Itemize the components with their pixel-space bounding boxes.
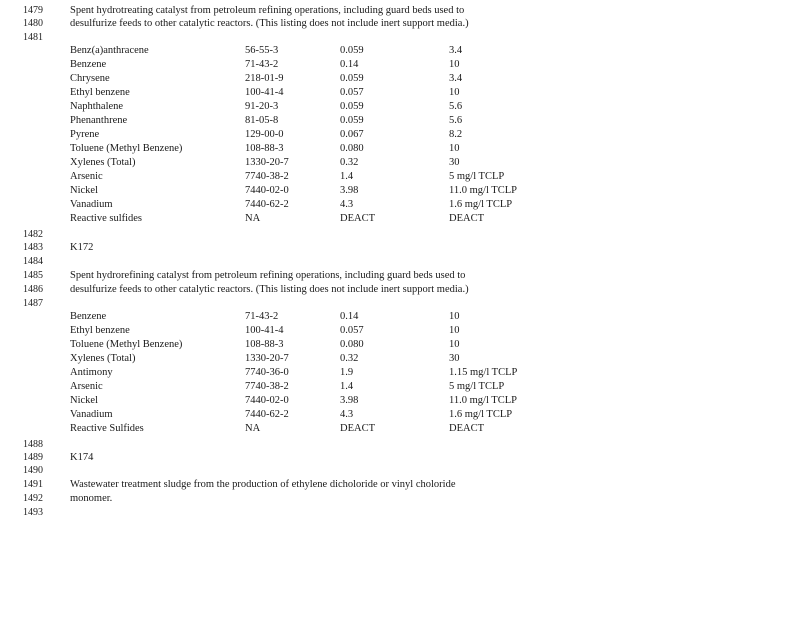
table-row — [0, 324, 800, 338]
cas-number: 71-43-2 — [245, 311, 279, 322]
constituent-name: Reactive sulfides — [70, 213, 143, 224]
nonwastewater-standard: 10 — [449, 59, 460, 70]
line-number: 1479 — [23, 5, 43, 16]
wastewater-standard: 0.14 — [340, 311, 359, 322]
constituent-name: Benzene — [70, 311, 107, 322]
cas-number: 7740-36-0 — [245, 367, 289, 378]
wastewater-standard: 3.98 — [340, 185, 359, 196]
cas-number: 81-05-8 — [245, 115, 279, 126]
constituent-name: Phenanthrene — [70, 115, 128, 126]
line-number: 1486 — [23, 284, 43, 295]
table-row — [0, 128, 800, 142]
constituent-name: Toluene (Methyl Benzene) — [70, 339, 183, 350]
k172-description-line-2: desulfurize feeds to other catalytic reactors. (This listing does not include inert support media.) — [70, 284, 469, 295]
table-row — [0, 212, 800, 226]
constituent-name: Antimony — [70, 367, 113, 378]
wastewater-standard: 0.059 — [340, 101, 364, 112]
constituent-name: Naphthalene — [70, 101, 124, 112]
line-number: 1484 — [23, 256, 43, 267]
wastewater-standard: 0.057 — [340, 87, 364, 98]
constituent-name: Arsenic — [70, 171, 103, 182]
cas-number: NA — [245, 423, 261, 434]
wastewater-standard: DEACT — [340, 213, 375, 224]
cas-number: 1330-20-7 — [245, 157, 289, 168]
nonwastewater-standard: 10 — [449, 143, 460, 154]
line-number: 1489 — [23, 452, 43, 463]
constituent-name: Pyrene — [70, 129, 100, 140]
wastewater-standard: 1.9 — [340, 367, 354, 378]
nonwastewater-standard: 5.6 — [449, 115, 463, 126]
wastewater-standard: 0.080 — [340, 143, 364, 154]
nonwastewater-standard: 10 — [449, 311, 460, 322]
wastewater-standard: 4.3 — [340, 409, 354, 420]
nonwastewater-standard: 11.0 mg/l TCLP — [449, 185, 517, 196]
table-row — [0, 394, 800, 408]
wastewater-standard: 0.32 — [340, 353, 359, 364]
cas-number: 7440-62-2 — [245, 409, 289, 420]
table-row — [0, 170, 800, 184]
nonwastewater-standard: 10 — [449, 339, 460, 350]
nonwastewater-standard: 1.15 mg/l TCLP — [449, 367, 518, 378]
k174-description-line-1: Wastewater treatment sludge from the production of ethylene dicholoride or vinyl choloride — [70, 479, 456, 490]
line-number: 1482 — [23, 229, 43, 240]
cas-number: 7440-02-0 — [245, 185, 289, 196]
nonwastewater-standard: 1.6 mg/l TCLP — [449, 199, 513, 210]
cas-number: 218-01-9 — [245, 73, 284, 84]
table-row — [0, 310, 800, 324]
k171-description-line-2: desulfurize feeds to other catalytic reactors. (This listing does not include inert support media.) — [70, 18, 469, 29]
wastewater-standard: 3.98 — [340, 395, 359, 406]
constituent-name: Nickel — [70, 395, 98, 406]
cas-number: 1330-20-7 — [245, 353, 289, 364]
constituent-name: Toluene (Methyl Benzene) — [70, 143, 183, 154]
table-row — [0, 100, 800, 114]
line-number: 1481 — [23, 32, 43, 43]
nonwastewater-standard: 30 — [449, 353, 460, 364]
line-number: 1488 — [23, 439, 43, 450]
cas-number: 7440-62-2 — [245, 199, 289, 210]
table-row — [0, 338, 800, 352]
line-number: 1483 — [23, 242, 43, 253]
cas-number: 108-88-3 — [245, 339, 284, 350]
nonwastewater-standard: 10 — [449, 325, 460, 336]
line-number: 1491 — [23, 479, 43, 490]
table-row — [0, 184, 800, 198]
table-row — [0, 114, 800, 128]
nonwastewater-standard: 3.4 — [449, 73, 463, 84]
nonwastewater-standard: DEACT — [449, 213, 484, 224]
nonwastewater-standard: 1.6 mg/l TCLP — [449, 409, 513, 420]
cas-number: 108-88-3 — [245, 143, 284, 154]
constituent-name: Benz(a)anthracene — [70, 45, 149, 56]
cas-number: 7440-02-0 — [245, 395, 289, 406]
table-row — [0, 352, 800, 366]
wastewater-standard: 0.057 — [340, 325, 364, 336]
table-row — [0, 142, 800, 156]
nonwastewater-standard: 11.0 mg/l TCLP — [449, 395, 517, 406]
waste-code-heading: K172 — [70, 242, 94, 253]
constituent-name: Nickel — [70, 185, 98, 196]
nonwastewater-standard: 3.4 — [449, 45, 463, 56]
cas-number: 91-20-3 — [245, 101, 279, 112]
wastewater-standard: 4.3 — [340, 199, 354, 210]
table-row — [0, 366, 800, 380]
cas-number: 100-41-4 — [245, 87, 284, 98]
wastewater-standard: 0.080 — [340, 339, 364, 350]
constituent-name: Ethyl benzene — [70, 325, 130, 336]
cas-number: 129-00-0 — [245, 129, 284, 140]
constituent-name: Xylenes (Total) — [70, 353, 136, 364]
wastewater-standard: 0.059 — [340, 115, 364, 126]
cas-number: 71-43-2 — [245, 59, 279, 70]
wastewater-standard: 0.059 — [340, 73, 364, 84]
cas-number: 7740-38-2 — [245, 381, 289, 392]
constituent-name: Arsenic — [70, 381, 103, 392]
table-row — [0, 86, 800, 100]
constituent-name: Chrysene — [70, 73, 110, 84]
table-row — [0, 44, 800, 58]
nonwastewater-standard: 5.6 — [449, 101, 463, 112]
constituent-name: Reactive Sulfides — [70, 423, 144, 434]
constituent-name: Xylenes (Total) — [70, 157, 136, 168]
line-number: 1492 — [23, 493, 43, 504]
line-number: 1493 — [23, 507, 43, 518]
constituent-name: Benzene — [70, 59, 107, 70]
wastewater-standard: 0.32 — [340, 157, 359, 168]
wastewater-standard: 1.4 — [340, 171, 354, 182]
cas-number: 100-41-4 — [245, 325, 284, 336]
nonwastewater-standard: 10 — [449, 87, 460, 98]
wastewater-standard: 1.4 — [340, 381, 354, 392]
wastewater-standard: 0.067 — [340, 129, 364, 140]
k172-description-line-1: Spent hydrorefining catalyst from petroleum refining operations, including guard beds used to — [70, 270, 466, 281]
k174-description-line-2: monomer. — [70, 493, 113, 504]
line-number: 1480 — [23, 18, 43, 29]
nonwastewater-standard: 30 — [449, 157, 460, 168]
cas-number: NA — [245, 213, 261, 224]
wastewater-standard: 0.059 — [340, 45, 364, 56]
line-number: 1490 — [23, 465, 43, 476]
table-row — [0, 380, 800, 394]
table-row — [0, 198, 800, 212]
wastewater-standard: 0.14 — [340, 59, 359, 70]
table-row — [0, 422, 800, 436]
constituent-name: Vanadium — [70, 199, 113, 210]
constituent-name: Vanadium — [70, 409, 113, 420]
line-number: 1487 — [23, 298, 43, 309]
k171-description-line-1: Spent hydrotreating catalyst from petroleum refining operations, including guard beds used to — [70, 5, 465, 16]
line-number: 1485 — [23, 270, 43, 281]
wastewater-standard: DEACT — [340, 423, 375, 434]
cas-number: 56-55-3 — [245, 45, 279, 56]
table-row — [0, 58, 800, 72]
nonwastewater-standard: 8.2 — [449, 129, 463, 140]
constituent-name: Ethyl benzene — [70, 87, 130, 98]
table-row — [0, 408, 800, 422]
cas-number: 7740-38-2 — [245, 171, 289, 182]
nonwastewater-standard: DEACT — [449, 423, 484, 434]
waste-code-heading: K174 — [70, 452, 94, 463]
table-row — [0, 156, 800, 170]
table-row — [0, 72, 800, 86]
nonwastewater-standard: 5 mg/l TCLP — [449, 171, 505, 182]
nonwastewater-standard: 5 mg/l TCLP — [449, 381, 505, 392]
